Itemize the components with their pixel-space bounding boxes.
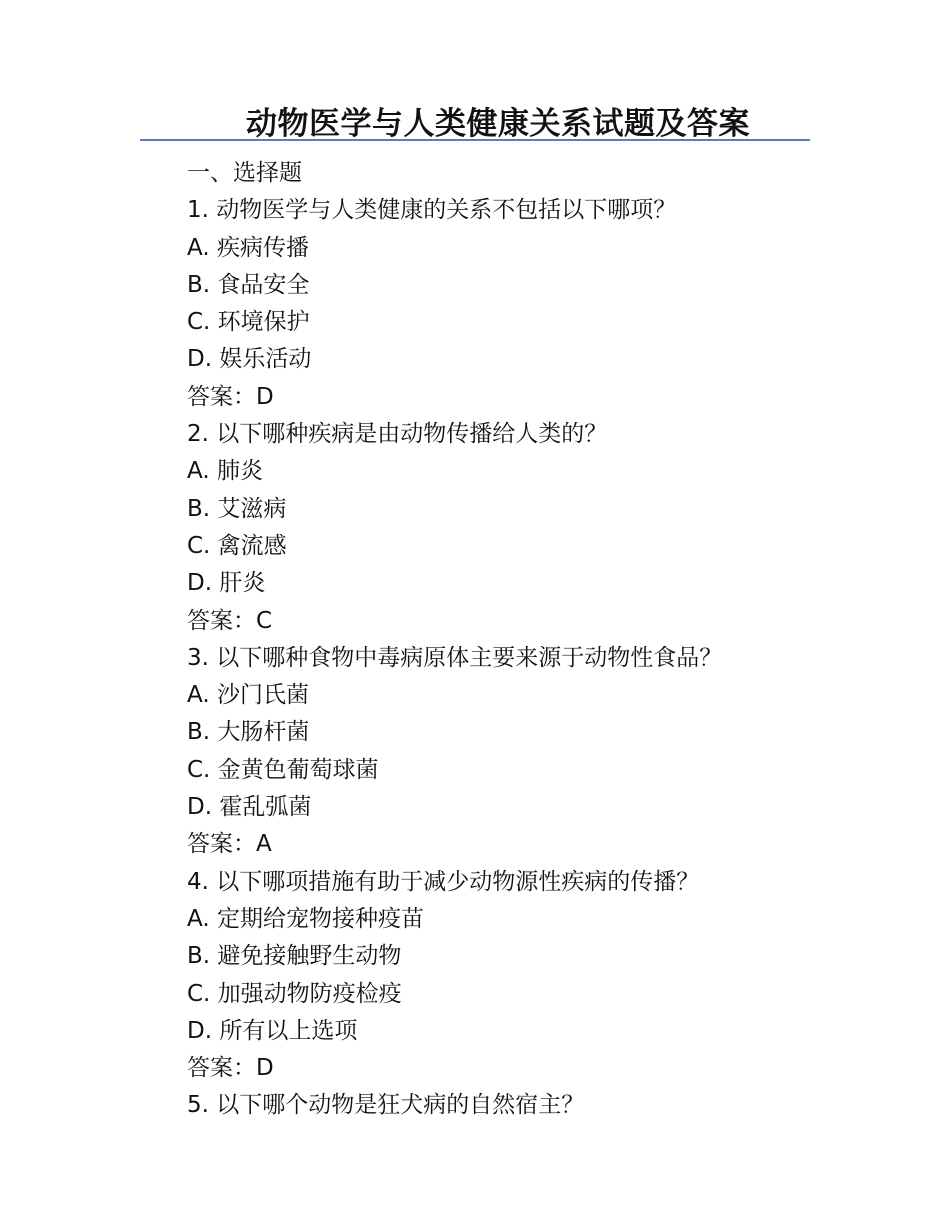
question-text: 1. 动物医学与人类健康的关系不包括以下哪项？ [187,197,677,224]
question-text: 3. 以下哪种食物中毒病原体主要来源于动物性食品？ [187,644,723,671]
document-title: 动物医学与人类健康关系试题及答案 [246,106,750,142]
option-b: B. 艾滋病 [187,495,287,522]
option-a: A. 肺炎 [187,458,263,485]
option-b: B. 食品安全 [187,271,310,298]
option-b: B. 避免接触野生动物 [187,943,402,970]
option-d: D. 肝炎 [187,570,266,597]
question-text: 2. 以下哪种疾病是由动物传播给人类的？ [187,421,608,448]
question-block-2 [187,416,847,640]
option-c: C. 禽流感 [187,532,287,559]
answer-text: 答案：D [187,383,274,410]
option-a: A. 沙门氏菌 [187,682,309,709]
answer-text: 答案：D [187,1055,274,1082]
answer-text: 答案：C [187,607,273,634]
title-underline [140,139,810,141]
option-a: A. 定期给宠物接种疫苗 [187,905,424,932]
option-c: C. 加强动物防疫检疫 [187,980,402,1007]
option-b: B. 大肠杆菌 [187,719,310,746]
question-block-4 [187,864,847,1088]
question-text: 5. 以下哪个动物是狂犬病的自然宿主？ [187,1092,585,1119]
answer-text: 答案：A [187,831,272,858]
option-c: C. 环境保护 [187,309,310,336]
section-heading: 一、选择题 [187,160,302,186]
option-a: A. 疾病传播 [187,234,309,261]
document-body [187,155,847,1125]
question-block-3 [187,640,847,864]
option-c: C. 金黄色葡萄球菌 [187,756,379,783]
option-d: D. 所有以上选项 [187,1017,358,1044]
option-d: D. 霍乱弧菌 [187,794,312,821]
option-d: D. 娱乐活动 [187,346,312,373]
question-text: 4. 以下哪项措施有助于减少动物源性疾病的传播？ [187,868,700,895]
question-block-5 [187,1087,847,1124]
question-block-1 [187,192,847,416]
